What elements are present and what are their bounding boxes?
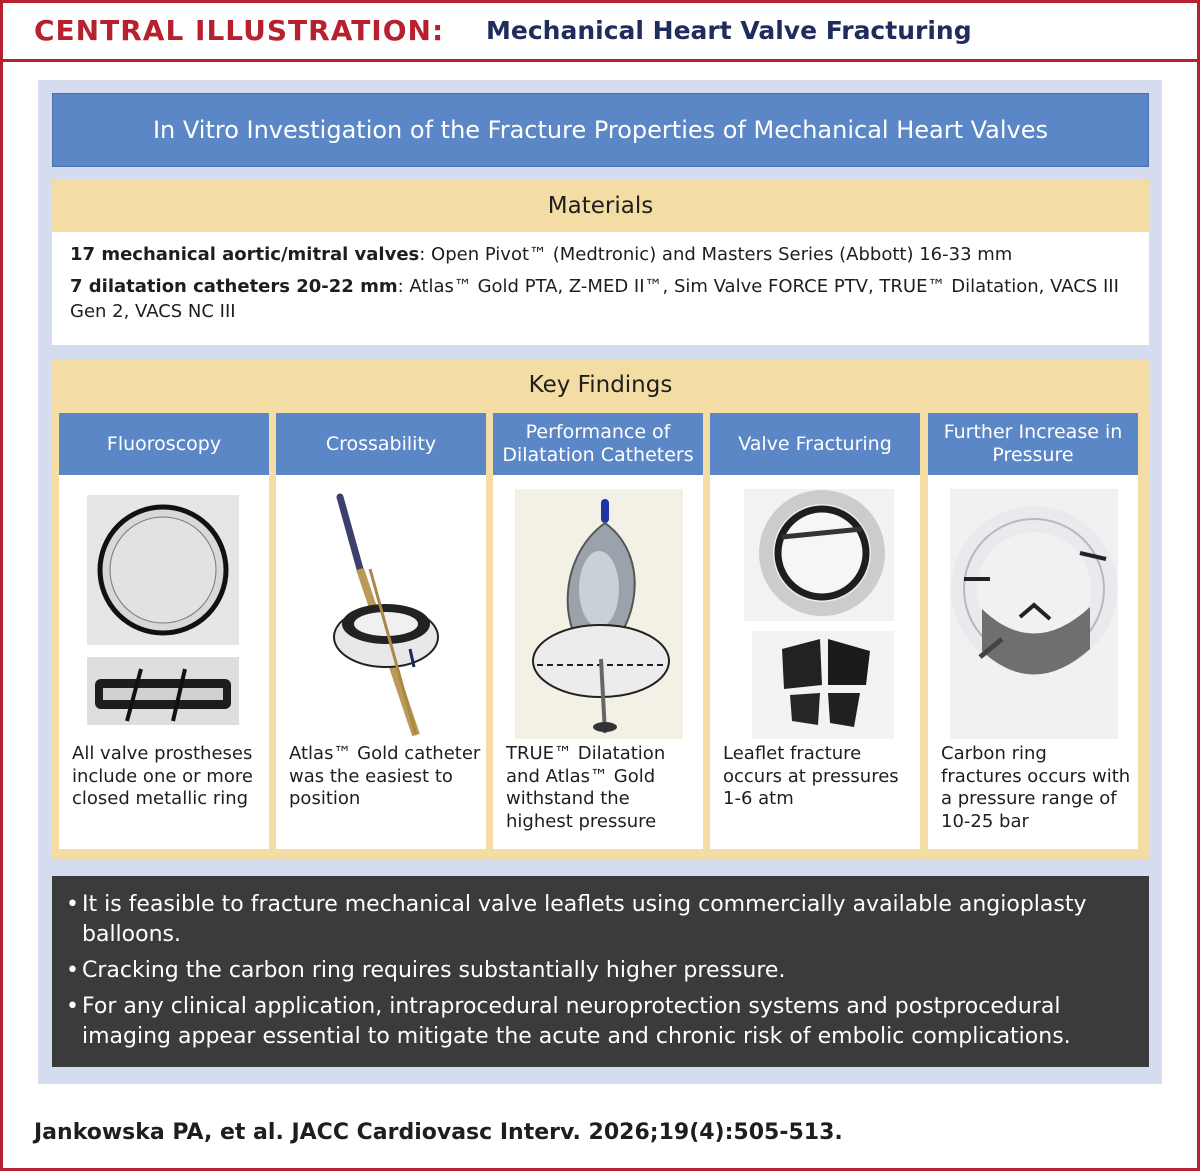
finding-column-performance: [493, 413, 703, 849]
finding-text-fluoroscopy: All valve prostheses include one or more closed metallic ring: [72, 743, 253, 809]
finding-text-pressure: Carbon ring fractures occurs with a pressure range of 10-25 bar: [941, 743, 1131, 832]
finding-title-valve-fracturing: Valve Fracturing: [710, 413, 920, 475]
finding-title-fluoroscopy: Fluoroscopy: [59, 413, 269, 475]
cracked-ring-image: [950, 489, 1118, 739]
conclusion-item: • It is feasible to fracture mechanical valve leaflets using commercially available angioplasty balloons.: [66, 890, 1133, 950]
materials-valves-bold: 17 mechanical aortic/mitral valves: [70, 244, 420, 265]
main-title: In Vitro Investigation of the Fracture Properties of Mechanical Heart Valves: [52, 93, 1149, 167]
materials-valves-text: : Open Pivot™ (Medtronic) and Masters Series (Abbott) 16-33 mm: [419, 244, 1013, 265]
header-label: CENTRAL ILLUSTRATION:: [34, 14, 445, 47]
catheter-through-valve-image: [298, 489, 466, 739]
fractured-leaflets-image: [732, 489, 900, 739]
finding-column-fluoroscopy: [59, 413, 269, 849]
materials-heading: Materials: [52, 180, 1149, 232]
inflated-balloon-image: [515, 489, 683, 739]
conclusion-item: • For any clinical application, intraprocedural neuroprotection systems and postprocedural imaging appear essential to mitigate the acute and chronic risk of embolic complications.: [66, 992, 1133, 1052]
materials-catheters-text: : Atlas™ Gold PTA, Z-MED II™, Sim Valve FORCE PTV, TRUE™ Dilatation, VACS III Gen 2, VACS NC III: [70, 276, 1119, 322]
finding-column-valve-fracturing: [710, 413, 920, 849]
materials-line-valves: [70, 242, 1131, 267]
conclusion-item: • Cracking the carbon ring requires substantially higher pressure.: [66, 956, 1133, 986]
conclusions-box: [52, 876, 1149, 1067]
citation: Jankowska PA, et al. JACC Cardiovasc Interv. 2026;19(4):505-513.: [34, 1120, 843, 1145]
header-bar: [0, 0, 1200, 62]
finding-title-pressure: Further Increase in Pressure: [928, 413, 1138, 475]
finding-column-pressure: [928, 413, 1138, 849]
key-findings-heading: Key Findings: [528, 372, 673, 398]
header-title: Mechanical Heart Valve Fracturing: [486, 16, 972, 45]
finding-title-performance: Performance of Dilatation Catheters: [493, 413, 703, 475]
finding-text-crossability: Atlas™ Gold catheter was the easiest to position: [289, 743, 481, 809]
finding-title-crossability: Crossability: [276, 413, 486, 475]
finding-text-performance: TRUE™ Dilatation and Atlas™ Gold withstand the highest pressure: [506, 743, 666, 832]
finding-text-valve-fracturing: Leaflet fracture occurs at pressures 1-6 atm: [723, 743, 899, 809]
materials-line-catheters: [70, 274, 1131, 324]
materials-body: [52, 232, 1149, 345]
conclusions-list: [66, 890, 1133, 1052]
finding-column-crossability: [276, 413, 486, 849]
materials-catheters-bold: 7 dilatation catheters 20-22 mm: [70, 276, 398, 297]
fluoroscopy-valve-image: [81, 489, 249, 739]
